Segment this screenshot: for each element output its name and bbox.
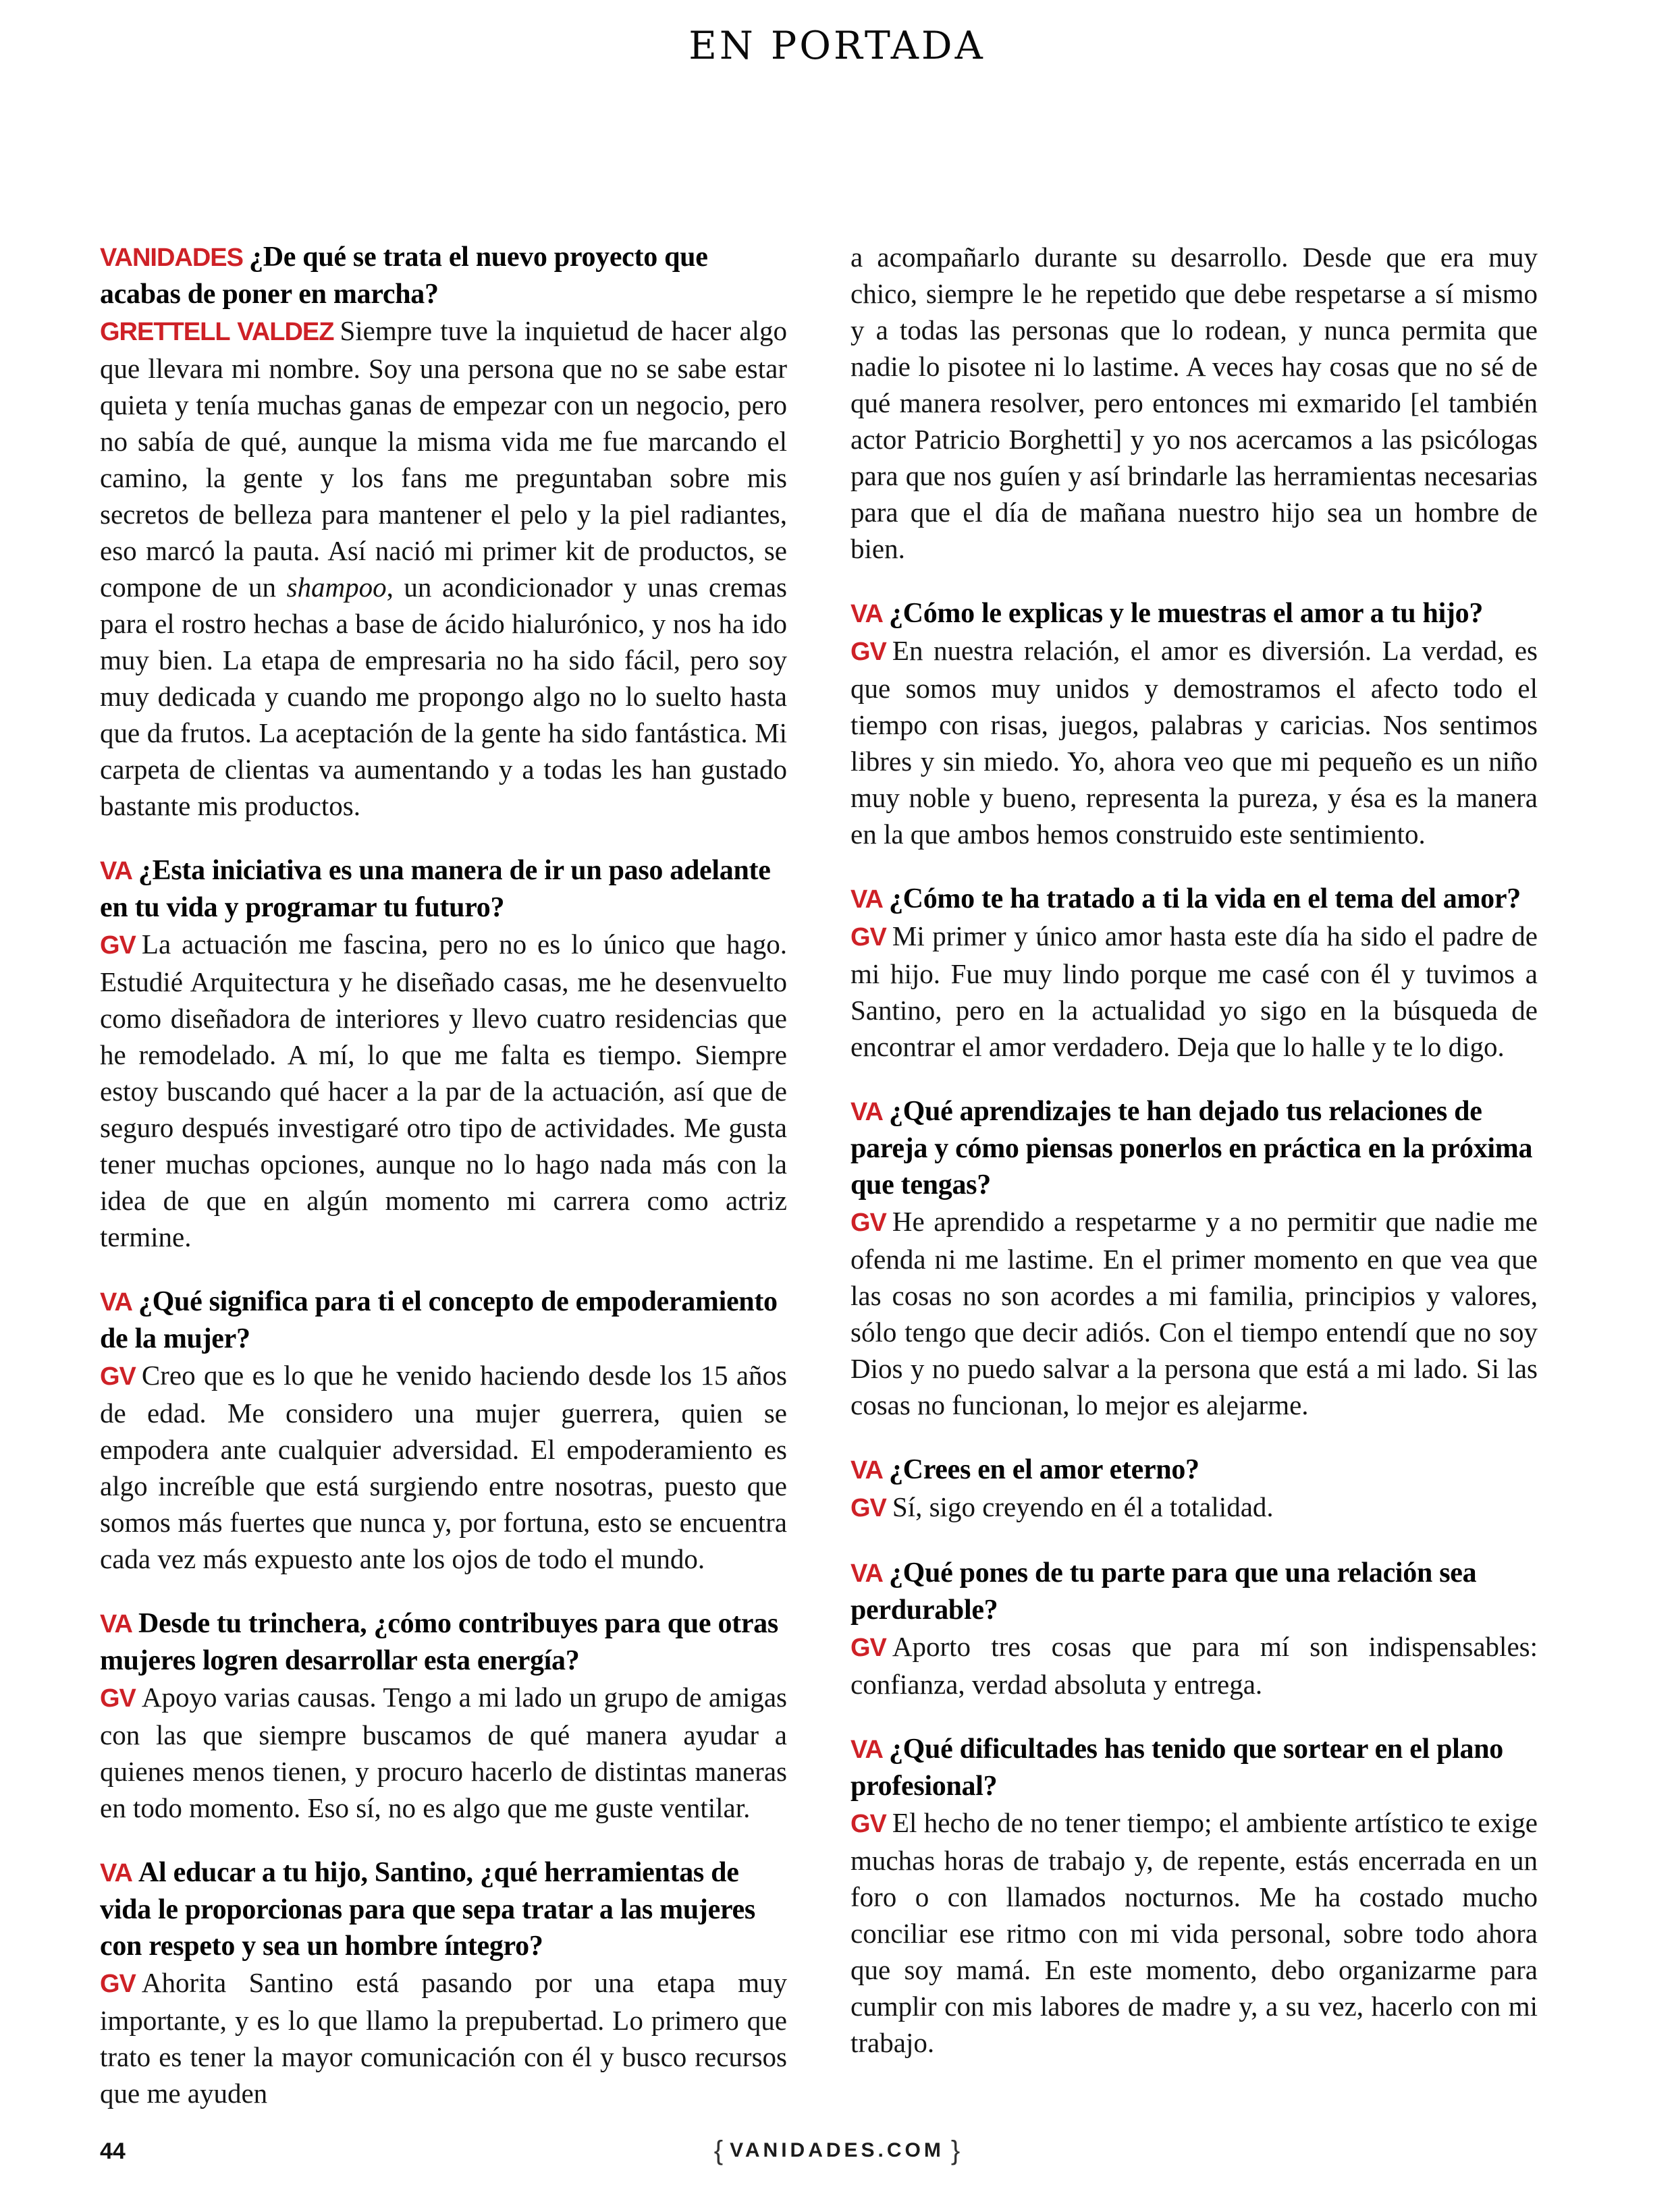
interview-question [850, 1093, 1538, 1203]
footer-brace-right: } [950, 2136, 961, 2165]
answer-text: La actuación me fascina, pero no es lo único que hago. Estudié Arquitectura y he diseñado casas, me he desenvuelto como diseñadora de interiores y llevo cuatro residencias que he remodelado. A mí, lo que me falta es tiempo. Siempre estoy buscando qué hacer a la par de la actuación, así que de seguro después investigaré otro tipo de actividades. Me gusta tener muchas opciones, aunque no lo hago nada más con la idea de que en algún momento mi carrera como actriz termine. [100, 929, 787, 1252]
answer-label: GV [850, 1494, 886, 1522]
qa-block [100, 1283, 787, 1577]
question-text: ¿Cómo le explicas y le muestras el amor a tu hijo? [888, 598, 1484, 629]
answer-label: GV [100, 1362, 136, 1391]
answer-label: GV [850, 923, 886, 951]
footer-site [0, 2136, 1674, 2166]
magazine-page [0, 20, 1674, 2212]
question-text: ¿Cómo te ha tratado a ti la vida en el tema del amor? [888, 883, 1521, 914]
answer-text: Apoyo varias causas. Tengo a mi lado un grupo de amigas con las que siempre buscamos de qué manera ayudar a quienes menos tienen, y procuro hacerlo de distintas maneras en todo momento. Eso sí, no es algo que me guste ventilar. [100, 1682, 787, 1823]
interview-answer [100, 1679, 787, 1826]
interview-answer [850, 918, 1538, 1065]
answer-label: GV [850, 1810, 886, 1838]
answer-label: GV [850, 638, 886, 666]
question-text: ¿De qué se trata el nuevo proyecto que acabas de poner en marcha? [100, 242, 708, 310]
interview-answer [100, 1357, 787, 1577]
qa-block [850, 1451, 1538, 1526]
qa-block [100, 1605, 787, 1826]
question-label: VANIDADES [100, 244, 243, 272]
interview-question [850, 595, 1538, 632]
question-label: VA [850, 1559, 883, 1588]
interview-question [850, 1451, 1538, 1489]
question-text: ¿Qué pones de tu parte para que una relación sea perdurable? [850, 1557, 1477, 1626]
interview-answer [850, 632, 1538, 852]
qa-block [100, 852, 787, 1255]
question-label: VA [100, 857, 132, 885]
interview-answer [100, 312, 787, 824]
answer-label: GV [100, 1684, 136, 1713]
answer-text: En nuestra relación, el amor es diversión. La verdad, es que somos muy unidos y demostramos el afecto todo el tiempo con risas, juegos, palabras y caricias. Nos sentimos libres y sin miedo. Yo, ahora veo que mi pequeño es un niño muy noble y bueno, representa la pureza, y ésa es la manera en la que ambos hemos construido este sentimiento. [850, 635, 1538, 850]
right-column [850, 239, 1538, 2111]
qa-block [850, 595, 1538, 852]
interview-question [100, 1605, 787, 1679]
answer-text: He aprendido a respetarme y a no permitir que nadie me ofenda ni me lastime. En el primer momento en que vea que las cosas no son acordes a mi familia, principios y valores, sólo tengo que decir adiós. Con el tiempo entendí que no soy Dios y no puedo salvar a la persona que está a mi lado. Si las cosas no funcionan, lo mejor es alejarme. [850, 1206, 1538, 1420]
question-text: ¿Qué significa para ti el concepto de empoderamiento de la mujer? [100, 1286, 778, 1354]
question-text: ¿Qué aprendizajes te han dejado tus relaciones de pareja y cómo piensas ponerlos en práctica en la próxima que tengas? [850, 1096, 1533, 1200]
interview-question [100, 1283, 787, 1357]
question-label: VA [850, 885, 883, 914]
qa-block [850, 1731, 1538, 2061]
answer-text: Sí, sigo creyendo en él a totalidad. [892, 1491, 1274, 1522]
question-text: ¿Qué dificultades has tenido que sortear en el plano profesional? [850, 1734, 1503, 1802]
answer-text: Ahorita Santino está pasando por una etapa muy importante, y es lo que llamo la prepubertad. Lo primero que trato es tener la mayor comunicación con él y busco recursos que me ayuden [100, 1967, 787, 2109]
answer-label: GV [100, 1970, 136, 1998]
interview-content [0, 239, 1674, 2111]
qa-block [100, 239, 787, 824]
answer-label: GV [100, 931, 136, 960]
question-label: VA [850, 600, 883, 628]
answer-text: , un acondicionador y unas cremas para el rostro hechas a base de ácido hialurónico, y nos ha ido muy bien. La etapa de empresaria no ha sido fácil, pero soy muy dedicada y cuando me propongo algo no lo suelto hasta que da frutos. La aceptación de la gente ha sido fantástica. Mi carpeta de clientas va aumentando y a todas les han gustado bastante mis productos. [100, 572, 787, 821]
page-title: EN PORTADA [688, 24, 986, 68]
interview-question [100, 239, 787, 312]
continued-answer-paragraph: a acompañarlo durante su desarrollo. Desde que era muy chico, siempre le he repetido que debe respetarse a sí mismo y a todas las personas que lo rodean, y nunca permita que nadie lo pisotee ni lo lastime. A veces hay cosas que no sé de qué manera resolver, pero entonces mi exmarido [el también actor Patricio Borghetti] y yo nos acercamos a las psicólogas para que nos guíen y así brindarle las herramientas necesarias para que el día de mañana nuestro hijo sea un hombre de bien. [850, 242, 1538, 564]
question-label: VA [100, 1610, 132, 1638]
answer-label: GV [850, 1209, 886, 1237]
answer-text-italic: shampoo [286, 572, 387, 603]
qa-block [850, 881, 1538, 1065]
interview-answer [850, 1489, 1538, 1526]
question-label: VA [850, 1456, 883, 1485]
interview-question [850, 1731, 1538, 1804]
interview-answer [850, 1628, 1538, 1703]
interview-question [100, 1854, 787, 1964]
answer-label: GV [850, 1634, 886, 1662]
question-label: VA [100, 1288, 132, 1317]
question-label: VA [850, 1736, 883, 1764]
interview-question [100, 852, 787, 926]
interview-answer [850, 1203, 1538, 1423]
page-number: 44 [100, 2138, 126, 2164]
answer-text: Aporto tres cosas que para mí son indispensables: confianza, verdad absoluta y entrega. [850, 1631, 1538, 1700]
qa-block [100, 1854, 787, 2111]
footer-site-text: VANIDADES.COM [730, 2139, 944, 2161]
answer-text: Siempre tuve la inquietud de hacer algo que llevara mi nombre. Soy una persona que no se sabe estar quieta y tenía muchas ganas de empezar con un negocio, pero no sabía de qué, aunque la misma vida me fue marcando el camino, la gente y los fans me preguntaban sobre mis secretos de belleza para mantener el pelo y la piel radiantes, eso marcó la pauta. Así nació mi primer kit de productos, se compone de un [100, 315, 788, 603]
question-text: ¿Crees en el amor eterno? [888, 1454, 1199, 1485]
question-text: Desde tu trinchera, ¿cómo contribuyes para que otras mujeres logren desarrollar esta energía? [100, 1608, 778, 1676]
interview-question [850, 1555, 1538, 1628]
question-text: ¿Esta iniciativa es una manera de ir un paso adelante en tu vida y programar tu futuro? [100, 855, 771, 923]
question-text: Al educar a tu hijo, Santino, ¿qué herramientas de vida le proporcionas para que sepa tratar a las mujeres con respeto y sea un hombre íntegro? [100, 1857, 755, 1962]
answer-text: Mi primer y único amor hasta este día ha sido el padre de mi hijo. Fue muy lindo porque me casé con él y tuvimos a Santino, pero en la actualidad yo sigo en la búsqueda de encontrar el amor verdadero. Deja que lo halle y te lo digo. [850, 920, 1538, 1062]
left-column [100, 239, 787, 2111]
answer-label: GRETTELL VALDEZ [100, 318, 334, 346]
footer-brace-left: { [713, 2136, 724, 2165]
interview-answer [100, 926, 787, 1255]
question-label: VA [100, 1859, 132, 1887]
question-label: VA [850, 1098, 883, 1126]
interview-question [850, 881, 1538, 918]
answer-text: El hecho de no tener tiempo; el ambiente artístico te exige muchas horas de trabajo y, de repente, estás encerrada en un foro o con llamados nocturnos. Me ha costado mucho conciliar ese ritmo con mi vida personal, sobre todo ahora que soy mamá. En este momento, debo organizarme para cumplir con mis labores de madre y, a su vez, hacerlo con mi trabajo. [850, 1807, 1538, 2058]
answer-text: Creo que es lo que he venido haciendo desde los 15 años de edad. Me considero una mujer guerrera, quien se empodera ante cualquier adversidad. El empoderamiento es algo increíble que está surgiendo entre nosotras, puesto que somos más fuertes que nunca y, por fortuna, esto se encuentra cada vez más expuesto ante los ojos de todo el mundo. [100, 1360, 787, 1574]
qa-block [850, 1093, 1538, 1423]
interview-answer [100, 1964, 787, 2111]
interview-answer [850, 1804, 1538, 2061]
qa-block [850, 1555, 1538, 1703]
